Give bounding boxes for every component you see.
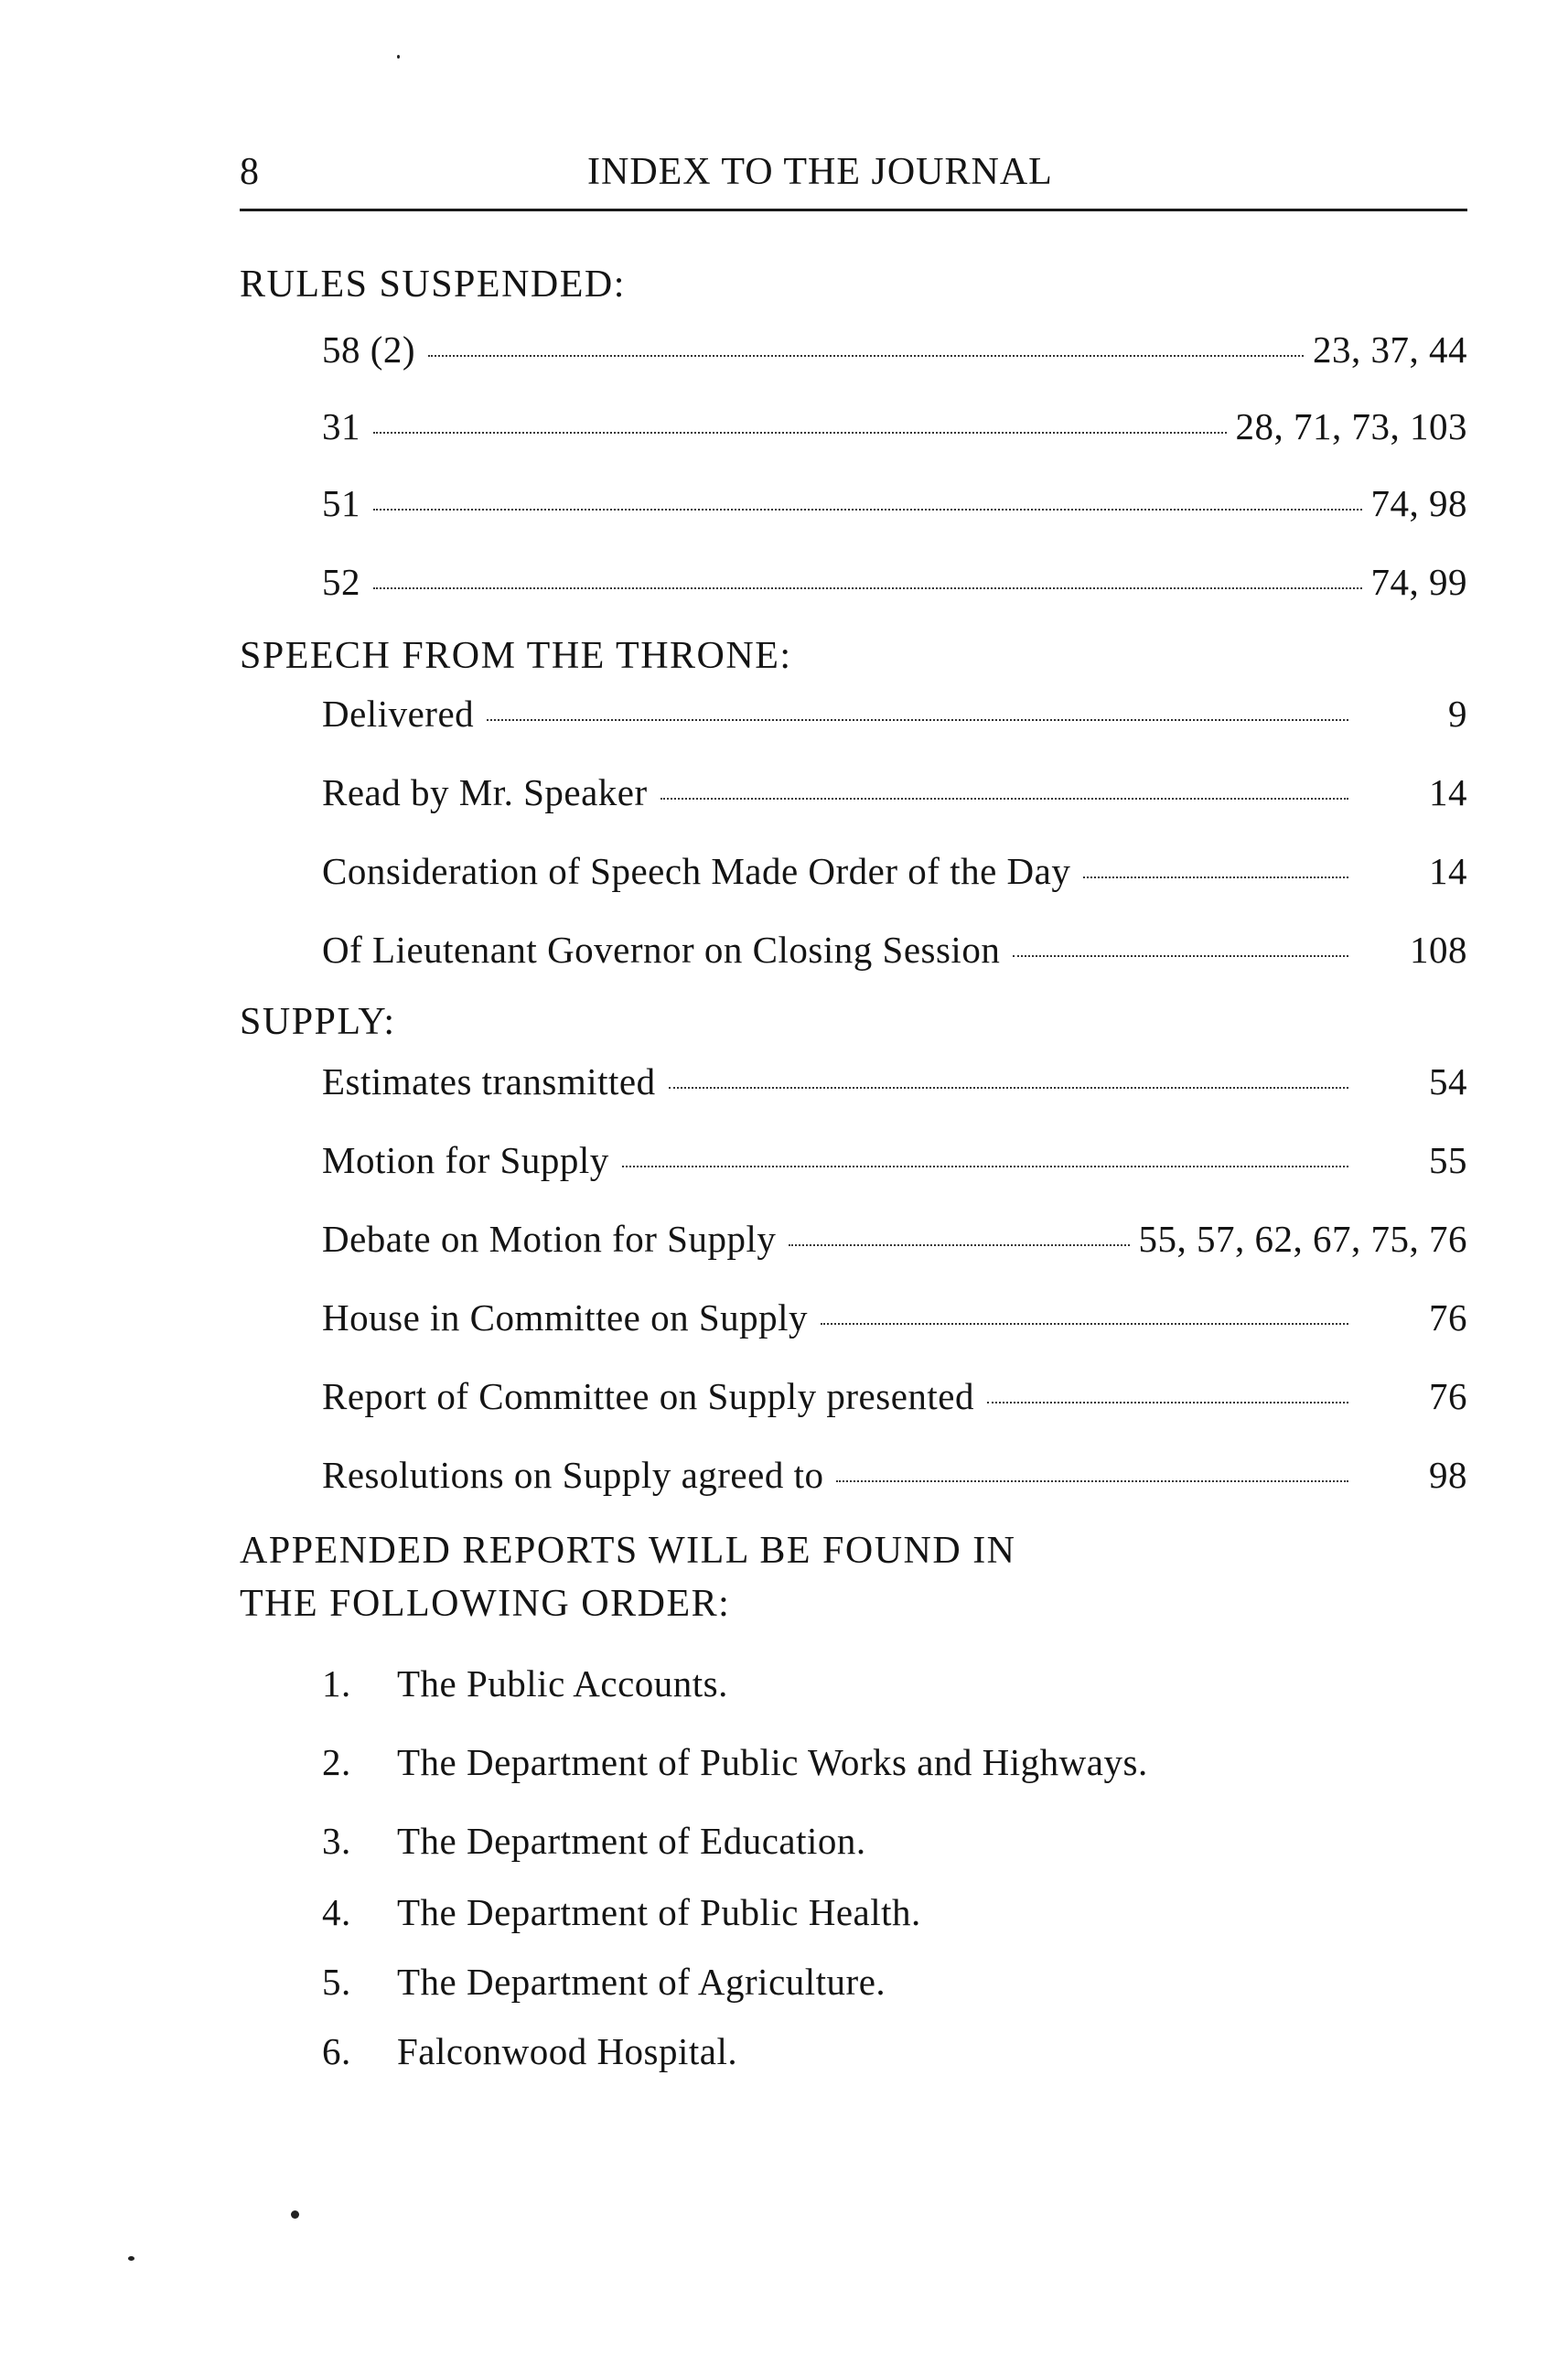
- dot-leader: [821, 1322, 1348, 1325]
- entry-label: 31: [322, 405, 360, 447]
- entry-pages: 28, 71, 73, 103: [1235, 405, 1467, 447]
- entry-label: Estimates transmitted: [322, 1060, 656, 1102]
- entry-pages: 55: [1429, 1139, 1467, 1181]
- list-item-number: 2.: [322, 1741, 351, 1783]
- entry-label: Debate on Motion for Supply: [322, 1218, 777, 1260]
- dot-leader: [373, 508, 1362, 511]
- list-item: [322, 1956, 886, 2007]
- dot-leader: [622, 1165, 1348, 1167]
- entry-pages: 108: [1410, 929, 1467, 971]
- list-item-text: The Department of Agriculture.: [397, 1961, 886, 2003]
- list-item: [322, 1737, 1148, 1788]
- entry-pages: 14: [1429, 771, 1467, 813]
- list-item-text: The Department of Public Health.: [397, 1891, 921, 1933]
- dot-leader: [669, 1086, 1348, 1089]
- list-item-number: 6.: [322, 2030, 351, 2072]
- entry-label: Motion for Supply: [322, 1139, 609, 1181]
- list-item: [322, 1887, 921, 1938]
- index-entry: [322, 324, 1467, 375]
- index-entry: [322, 556, 1467, 608]
- entry-label: 52: [322, 561, 360, 603]
- page-number: 8: [240, 151, 259, 193]
- index-entry: [322, 767, 1467, 818]
- index-entry: [322, 924, 1467, 975]
- list-item: [322, 2026, 737, 2077]
- index-entry: [322, 1134, 1467, 1186]
- entry-label: Resolutions on Supply agreed to: [322, 1454, 824, 1496]
- appended-heading-line-1: APPENDED REPORTS WILL BE FOUND IN: [240, 1530, 1016, 1572]
- entry-label: House in Committee on Supply: [322, 1296, 809, 1339]
- list-item: [322, 1658, 728, 1709]
- dot-leader: [373, 586, 1362, 589]
- entry-label: 58 (2): [322, 328, 416, 371]
- list-item-text: The Department of Public Works and Highways.: [397, 1741, 1148, 1783]
- entry-label: Read by Mr. Speaker: [322, 771, 648, 813]
- index-entry: [322, 1371, 1467, 1422]
- entry-pages: 9: [1448, 693, 1467, 735]
- entry-pages: 54: [1429, 1060, 1467, 1102]
- list-item-number: 4.: [322, 1891, 351, 1933]
- section-heading-rules-suspended: RULES SUSPENDED:: [240, 263, 626, 306]
- ink-speck: [397, 55, 400, 59]
- dot-leader: [987, 1401, 1348, 1403]
- entry-pages: 76: [1429, 1296, 1467, 1339]
- dot-leader: [660, 797, 1348, 800]
- index-entry: [322, 1056, 1467, 1107]
- list-item-number: 5.: [322, 1961, 351, 2003]
- appended-heading-line-2: THE FOLLOWING ORDER:: [240, 1583, 731, 1625]
- entry-label: 51: [322, 482, 360, 524]
- section-heading-speech-from-the-throne: SPEECH FROM THE THRONE:: [240, 635, 792, 677]
- entry-label: Delivered: [322, 693, 475, 735]
- ink-speck: [128, 2256, 134, 2261]
- section-heading-supply: SUPPLY:: [240, 1001, 396, 1043]
- list-item-number: 3.: [322, 1820, 351, 1862]
- dot-leader: [1013, 954, 1348, 957]
- entry-pages: 74, 99: [1370, 561, 1467, 603]
- list-item-number: 1.: [322, 1662, 351, 1704]
- dot-leader: [836, 1479, 1348, 1482]
- dot-leader: [487, 718, 1348, 721]
- list-item-text: The Department of Education.: [397, 1820, 866, 1862]
- entry-pages: 14: [1429, 850, 1467, 892]
- index-entry: [322, 845, 1467, 897]
- entry-pages: 74, 98: [1370, 482, 1467, 524]
- entry-pages: 23, 37, 44: [1313, 328, 1467, 371]
- dot-leader: [373, 431, 1227, 434]
- entry-label: Of Lieutenant Governor on Closing Session: [322, 929, 1001, 971]
- index-entry: [322, 401, 1467, 452]
- entry-pages: 76: [1429, 1375, 1467, 1417]
- running-head: INDEX TO THE JOURNAL: [587, 151, 1053, 193]
- page-header: [240, 145, 1467, 211]
- index-entry: [322, 1213, 1467, 1264]
- list-item-text: Falconwood Hospital.: [397, 2030, 738, 2072]
- list-item: [322, 1815, 866, 1866]
- dot-leader: [789, 1243, 1129, 1246]
- entry-label: Report of Committee on Supply presented: [322, 1375, 974, 1417]
- entry-pages: 98: [1429, 1454, 1467, 1496]
- index-entry: [322, 478, 1467, 529]
- index-entry: [322, 688, 1467, 739]
- dot-leader: [428, 354, 1304, 357]
- entry-pages: 55, 57, 62, 67, 75, 76: [1138, 1218, 1467, 1260]
- index-entry: [322, 1449, 1467, 1500]
- entry-label: Consideration of Speech Made Order of the Day: [322, 850, 1071, 892]
- dot-leader: [1083, 876, 1348, 878]
- index-entry: [322, 1292, 1467, 1343]
- list-item-text: The Public Accounts.: [397, 1662, 728, 1704]
- ink-speck: [291, 2210, 299, 2219]
